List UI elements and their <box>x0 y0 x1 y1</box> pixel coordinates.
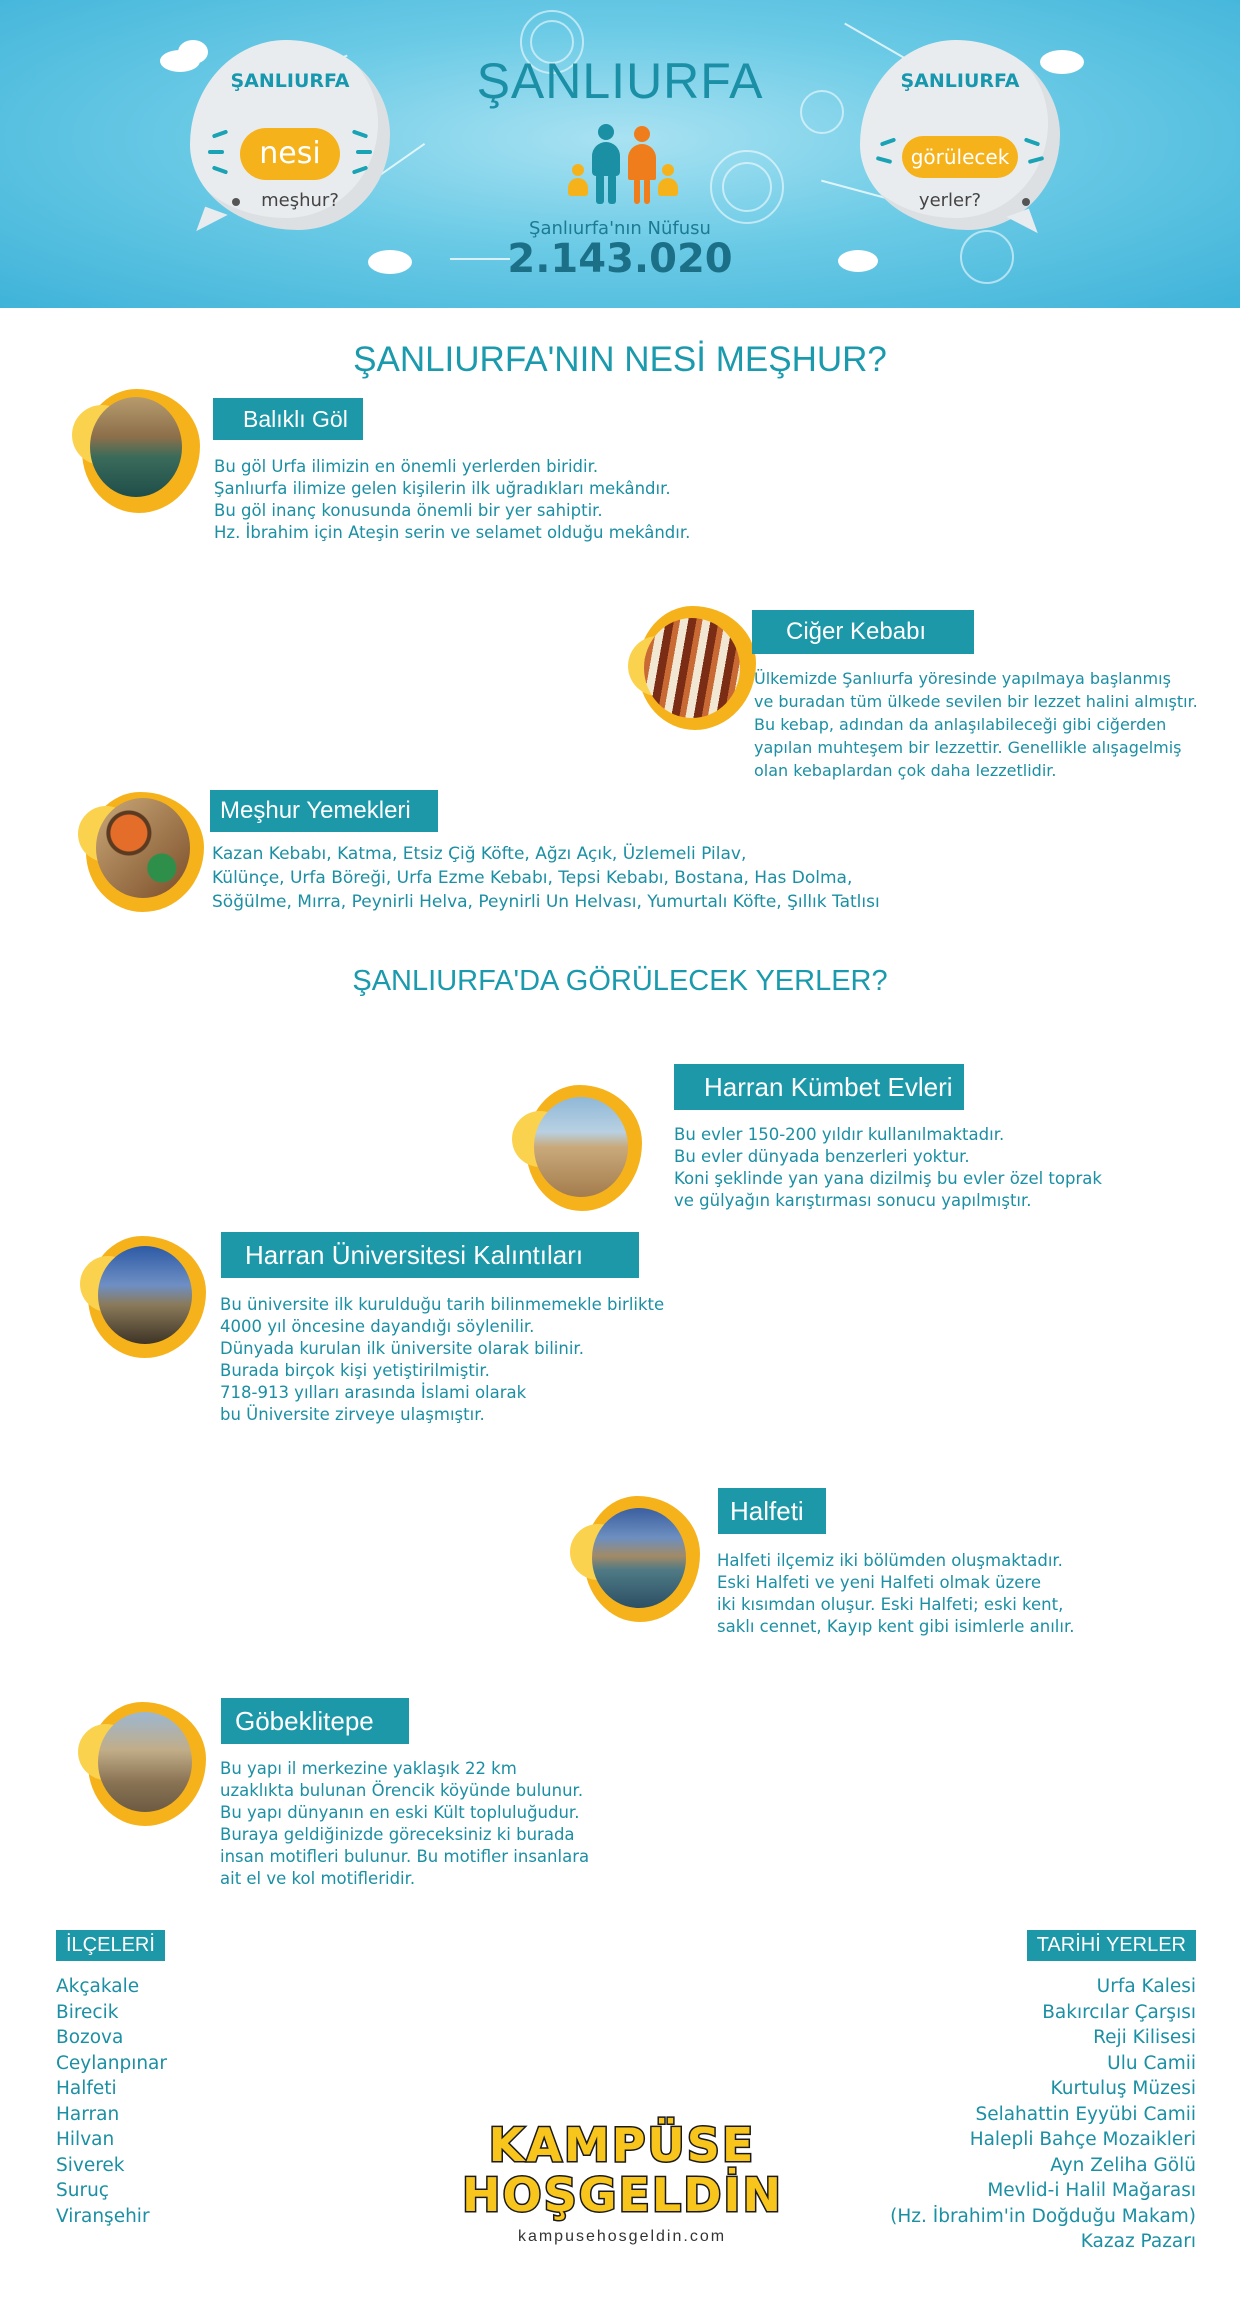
ray-mark <box>212 129 228 138</box>
tag-halfeti: Halfeti <box>718 1488 826 1534</box>
text-line: Burada birçok kişi yetiştirilmiştir. <box>220 1361 490 1380</box>
cloud-shape <box>838 250 878 272</box>
ray-mark <box>880 137 896 146</box>
halfeti-image <box>570 1496 700 1626</box>
cloud-shape <box>178 40 208 64</box>
harran-kumbet-image <box>512 1085 642 1215</box>
section-title-places: ŞANLIURFA'DA GÖRÜLECEK YERLER? <box>352 965 888 997</box>
list-item: Halfeti <box>56 2078 117 2099</box>
list-item: Akçakale <box>56 1976 140 1997</box>
right-speech-bubble <box>860 40 1060 230</box>
text-line: bu Üniversite zirveye ulaşmıştır. <box>220 1405 485 1424</box>
text-line: ve buradan tüm ülkede sevilen bir lezzet halini almıştır. <box>754 692 1198 711</box>
decor-circle <box>722 162 772 212</box>
list-item: Birecik <box>56 2001 119 2023</box>
population-label: Şanlıurfa'nın Nüfusu <box>529 218 711 239</box>
list-item: Halepli Bahçe Mozaikleri <box>969 2129 1196 2150</box>
text-line: uzaklıkta bulunan Örencik köyünde bulunur. <box>220 1781 584 1800</box>
bubble-pill: nesi <box>240 128 340 180</box>
list-item: Ayn Zeliha Gölü <box>1050 2154 1196 2176</box>
text-line: 4000 yıl öncesine dayandığı söylenilir. <box>220 1317 535 1336</box>
bubble-question: yerler? <box>918 190 982 211</box>
ray-mark <box>208 150 224 154</box>
text-line: Külünçe, Urfa Böreği, Urfa Ezme Kebabı, Tepsi Kebabı, Bostana, Has Dolma, <box>212 868 853 888</box>
list-item: Kurtuluş Müzesi <box>1050 2078 1196 2099</box>
text-line: Ülkemizde Şanlıurfa yöresinde yapılmaya başlanmış <box>754 669 1171 688</box>
ray-mark <box>212 165 228 174</box>
list-item: Urfa Kalesi <box>1096 1976 1196 1997</box>
ciger-kebabi-image <box>628 606 758 736</box>
ray-mark <box>1024 137 1040 146</box>
text-line: Bu göl inanç konusunda önemli bir yer sahiptir. <box>214 501 603 520</box>
text-line: Bu üniversite ilk kurulduğu tarih bilinmemekle birlikte <box>220 1295 665 1314</box>
list-item: Kazaz Pazarı <box>1080 2231 1196 2252</box>
paragraph-ciger-kebabi <box>754 667 1198 782</box>
text-line: saklı cennet, Kayıp kent gibi isimlerle anılır. <box>717 1617 1075 1636</box>
page-title: ŞANLIURFA <box>476 53 764 109</box>
list-item: Suruç <box>56 2180 109 2201</box>
paragraph-balikli-gol <box>214 456 690 544</box>
logo-line-2: HOŞGELDİN <box>462 2168 784 2222</box>
text-line: Bu kebap, adından da anlaşılabileceği gibi ciğerden <box>754 715 1167 734</box>
paragraph-halfeti <box>717 1550 1074 1638</box>
section-title-famous: ŞANLIURFA'NIN NESİ MEŞHUR? <box>353 340 887 379</box>
text-line: ait el ve kol motifleridir. <box>220 1869 416 1888</box>
text-line: ve gülyağın karıştırması sonucu yapılmıştır. <box>674 1191 1032 1210</box>
list-item: Reji Kilisesi <box>1093 2027 1196 2048</box>
tag-ciger-kebabi: Ciğer Kebabı <box>752 610 974 654</box>
paragraph-gobeklitepe <box>220 1758 589 1890</box>
balikli-gol-image <box>72 385 202 515</box>
text-line: Bu yapı il merkezine yaklaşık 22 km <box>220 1759 517 1778</box>
text-line: Şanlıurfa ilimize gelen kişilerin ilk uğradıkları mekândır. <box>214 479 671 498</box>
decor-circle <box>960 230 1014 284</box>
list-item: Mevlid-i Halil Mağarası <box>987 2180 1196 2201</box>
text-line: iki kısımdan oluşur. Eski Halfeti; eski kent, <box>717 1595 1064 1614</box>
ray-mark <box>876 156 892 164</box>
historic-heading: TARİHİ YERLER <box>1027 1930 1196 1961</box>
paragraph-harran-kumbet <box>674 1124 1102 1212</box>
bubble-tail <box>196 207 227 240</box>
list-item: Bozova <box>56 2027 124 2048</box>
tag-balikli-gol: Balıklı Göl <box>213 398 363 440</box>
text-line: Söğülme, Mırra, Peynirli Helva, Peynirli Un Helvası, Yumurtalı Köfte, Şıllık Tatlısı <box>212 892 880 912</box>
family-icon <box>584 124 674 208</box>
meshur-yemekleri-image <box>78 786 208 916</box>
text-line: Bu göl Urfa ilimizin en önemli yerlerden biridir. <box>214 457 599 476</box>
text-line: insan motifleri bulunur. Bu motifler insanlara <box>220 1847 590 1866</box>
list-item: Siverek <box>56 2154 125 2176</box>
bubble-heading: ŞANLIURFA <box>230 70 350 92</box>
header-banner <box>0 0 1240 308</box>
left-speech-bubble <box>190 40 390 230</box>
districts-heading: İLÇELERİ <box>56 1930 165 1961</box>
text-line: Eski Halfeti ve yeni Halfeti olmak üzere <box>717 1573 1041 1592</box>
text-line: Koni şeklinde yan yana dizilmiş bu evler özel toprak <box>674 1169 1102 1188</box>
text-line: Bu evler 150-200 yıldır kullanılmaktadır. <box>674 1125 1005 1144</box>
text-line: Bu evler dünyada benzerleri yoktur. <box>674 1147 970 1166</box>
logo-line-1: KAMPÜSE <box>488 2118 756 2172</box>
text-line: Halfeti ilçemiz iki bölümden oluşmaktadır. <box>717 1551 1063 1570</box>
list-item: Ulu Camii <box>1107 2052 1196 2074</box>
ray-mark <box>352 129 368 138</box>
list-item: Harran <box>56 2103 120 2125</box>
harran-universitesi-image <box>80 1232 210 1362</box>
bubble-question: meşhur? <box>261 190 339 211</box>
paragraph-meshur-yemekleri <box>212 842 880 914</box>
historic-list <box>890 1974 1196 2255</box>
text-line: Hz. İbrahim için Ateşin serin ve selamet olduğu mekândır. <box>214 523 691 542</box>
decor-line <box>844 23 906 60</box>
paragraph-harran-universitesi <box>220 1294 664 1426</box>
cloud-shape <box>368 250 412 274</box>
text-line: Buraya geldiğinizde göreceksiniz ki burada <box>220 1825 575 1844</box>
list-item: (Hz. İbrahim'in Doğduğu Makam) <box>890 2205 1196 2227</box>
list-item: Viranşehir <box>56 2205 150 2227</box>
text-line: Kazan Kebabı, Katma, Etsiz Çiğ Köfte, Ağzı Açık, Üzlemeli Pilav, <box>212 844 747 864</box>
logo-url: kampusehosgeldin.com <box>517 2228 727 2245</box>
text-line: Dünyada kurulan ilk üniversite olarak bilinir. <box>220 1339 584 1358</box>
gobeklitepe-image <box>78 1700 208 1830</box>
bubble-heading: ŞANLIURFA <box>900 70 1020 92</box>
ray-mark <box>352 165 368 174</box>
list-item: Selahattin Eyyübi Camii <box>975 2103 1196 2125</box>
list-item: Ceylanpınar <box>56 2052 167 2074</box>
districts-list <box>56 1974 167 2229</box>
population-value: 2.143.020 <box>507 236 733 282</box>
text-line: 718-913 yılları arasında İslami olarak <box>220 1383 527 1402</box>
tag-meshur-yemekleri: Meşhur Yemekleri <box>210 790 438 832</box>
ray-mark <box>356 150 372 154</box>
tag-harran-universitesi: Harran Üniversitesi Kalıntıları <box>221 1232 639 1278</box>
text-line: Bu yapı dünyanın en eski Kült topluluğudur. <box>220 1803 580 1822</box>
tag-gobeklitepe: Göbeklitepe <box>221 1698 409 1744</box>
list-item: Hilvan <box>56 2129 115 2150</box>
ray-mark <box>1028 156 1044 164</box>
text-line: yapılan muhteşem bir lezzettir. Genellikle alışagelmiş <box>754 738 1182 757</box>
bubble-pill: görülecek <box>902 136 1018 178</box>
text-line: olan kebaplardan çok daha lezzetlidir. <box>754 761 1057 780</box>
tag-harran-kumbet: Harran Kümbet Evleri <box>674 1064 964 1110</box>
list-item: Bakırcılar Çarşısı <box>1042 2001 1196 2023</box>
